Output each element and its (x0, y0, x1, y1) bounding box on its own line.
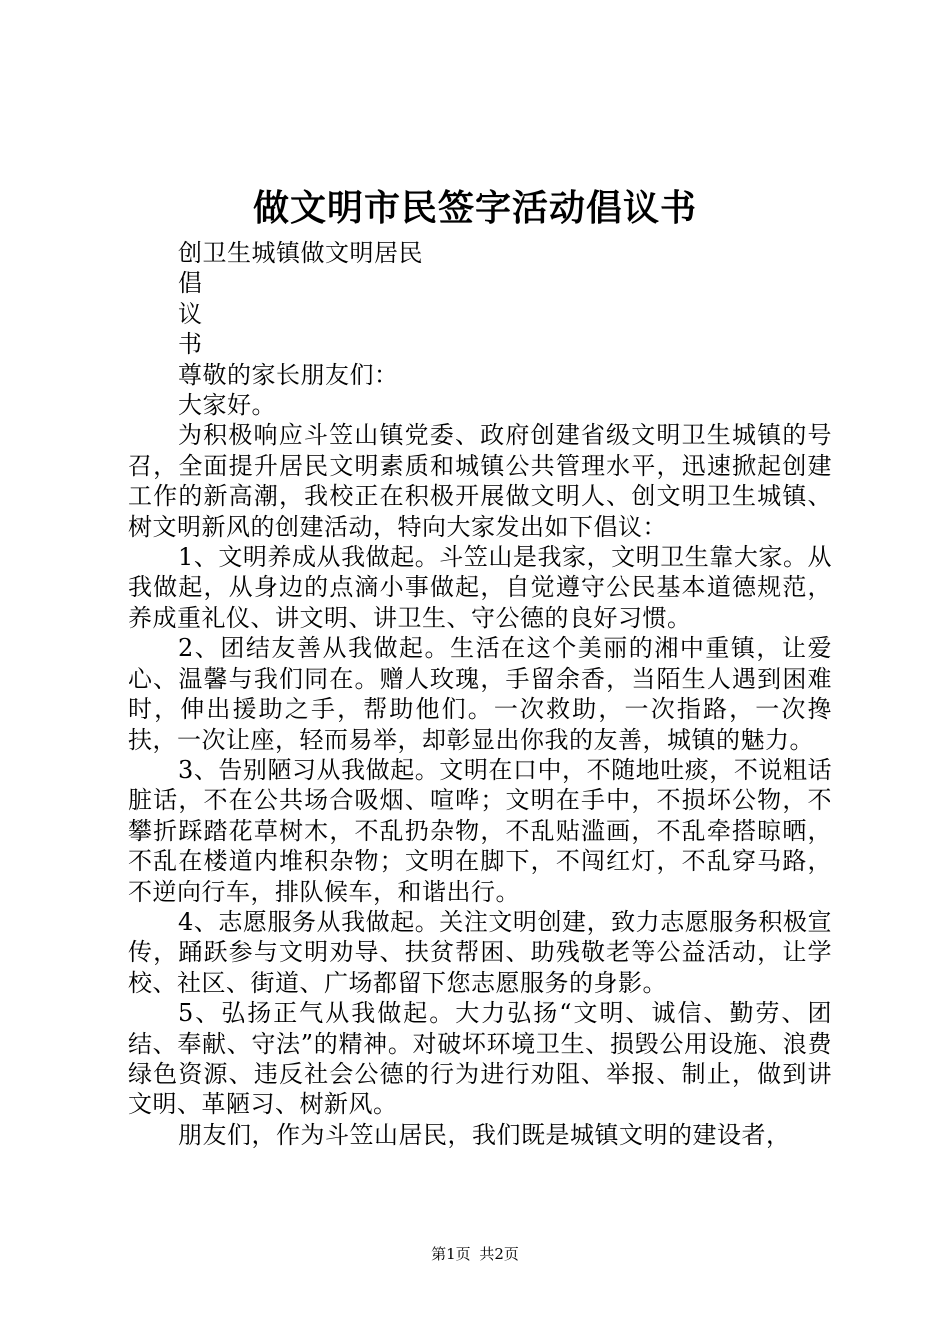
paragraph-char-1: 倡 (178, 269, 203, 298)
document-body (128, 238, 832, 1150)
paragraph-subtitle: 创卫生城镇做文明居民 (178, 239, 423, 267)
paragraph-item-4: 4、志愿服务从我做起。关注文明创建，致力志愿服务积极宣传，踊跃参与文明劝导、扶贫帮困、助残敬老等公益活动，让学校、社区、街道、广场都留下您志愿服务的身影。 (128, 907, 832, 997)
paragraph-intro: 为积极响应斗笠山镇党委、政府创建省级文明卫生城镇的号召，全面提升居民文明素质和城镇公共管理水平，迅速掀起创建工作的新高潮，我校正在积极开展做文明人、创文明卫生城镇、树文明新风的创建活动，特向大家发出如下倡议： (128, 421, 832, 541)
paragraph-item-2: 2、团结友善从我做起。生活在这个美丽的湘中重镇，让爱心、温馨与我们同在。赠人玫瑰，手留余香，当陌生人遇到困难时，伸出援助之手，帮助他们。一次救助，一次指路，一次搀扶，一次让座，轻而易举，却彰显出你我的友善，城镇的魅力。 (128, 634, 832, 754)
page-number: 第1页 (431, 1245, 471, 1263)
paragraph-closing: 朋友们，作为斗笠山居民，我们既是城镇文明的建设者， (178, 1120, 791, 1149)
paragraph-char-3: 书 (178, 330, 203, 359)
paragraph-item-1: 1、文明养成从我做起。斗笠山是我家，文明卫生靠大家。从我做起，从身边的点滴小事做起，自觉遵守公民基本道德规范，养成重礼仪、讲文明、讲卫生、守公德的良好习惯。 (128, 543, 832, 632)
page-total: 共2页 (479, 1245, 519, 1263)
paragraph-item-5: 5、弘扬正气从我做起。大力弘扬“文明、诚信、勤劳、团结、奉献、守法”的精神。对破坏环境卫生、损毁公用设施、浪费绿色资源、违反社会公德的行为进行劝阻、举报、制止，做到讲文明、革陋习、树新风。 (128, 999, 832, 1119)
paragraph-salutation: 尊敬的家长朋友们： (178, 360, 399, 389)
page-footer (0, 1244, 950, 1264)
paragraph-char-2: 议 (178, 299, 203, 328)
paragraph-item-3: 3、告别陋习从我做起。文明在口中，不随地吐痰，不说粗话脏话，不在公共场合吸烟、喧哗；文明在手中，不损坏公物，不攀折踩踏花草树木，不乱扔杂物，不乱贴滥画，不乱牵搭晾晒，不乱在楼道内堆积杂物；文明在脚下，不闯红灯，不乱穿马路，不逆向行车，排队候车，和谐出行。 (128, 755, 832, 906)
paragraph-greeting: 大家好。 (178, 391, 276, 420)
document-title: 做文明市民签字活动倡议书 (252, 188, 697, 229)
